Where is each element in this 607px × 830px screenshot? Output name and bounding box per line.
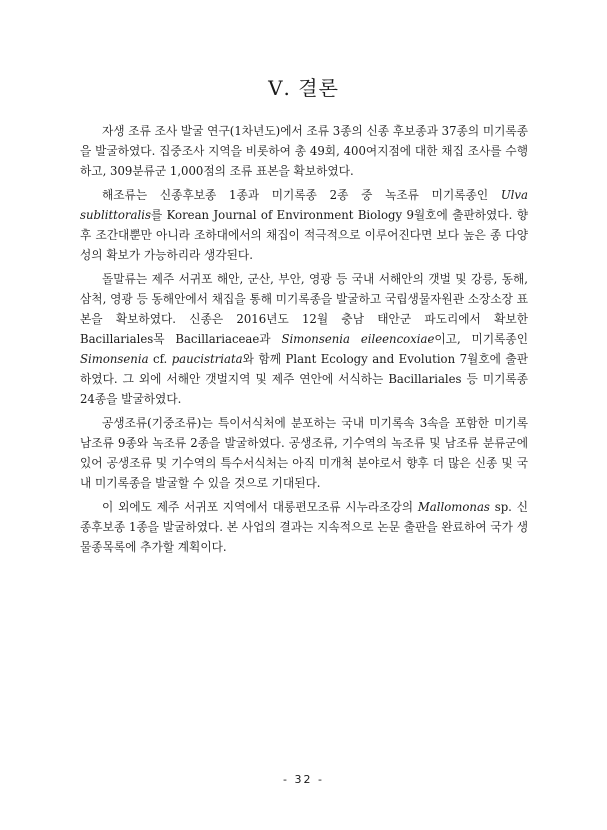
paragraph-text: 공생조류(기중조류)는 특이서식처에 분포하는 국내 미기록속 3속을 포함한 미기록 남조류 9종와 녹조류 2종을 발굴하였다. 공생조류, 기수역의 녹조류 및 남조류 분류군에 있어 공생조류 및 기수역의 특수서식처는 아직 미개척 분야로서 향후 더 많은 신종 및 국내 미기록종을 발굴할 수 있을 것으로 기대된다. [80,416,528,490]
paragraph-text: sp. 신종후보종 1종을 발굴하였다. 본 사업의 결과는 지속적으로 논문 출판을 완료하여 국가 생물종목록에 추가할 계획이다. [80,500,528,554]
paragraph-summary [80,121,528,181]
paragraph-text: 자생 조류 조사 발굴 연구(1차년도)에서 조류 3종의 신종 후보종과 37종의 미기록종을 발굴하였다. 집중조사 지역을 비롯하여 총 49회, 400여지점에 대한 채집 조사를 수행하고, 309분류군 1,000점의 조류 표본을 확보하였다. [80,124,529,178]
paragraph-text: 이 외에도 제주 서귀포 지역에서 대롱편모조류 시누라조강의 [102,500,418,514]
species-name: Mallomonas [417,500,490,514]
document-body [80,121,528,561]
paragraph-text: 이고, 미기록종인 [434,332,528,346]
species-name: Simonsenia [80,352,149,366]
paragraph-other [80,497,528,557]
species-name: paucistriata [171,352,243,366]
paragraph-text: 돌말류는 제주 서귀포 해안, 군산, 부안, 영광 등 국내 서해안의 갯벌 및 강릉, 동해, 삼척, 영광 등 동해안에서 채집을 통해 미기록종을 발굴하고 국립생물자원관 소장소장 표본을 확보하였다. 신종은 2016년도 12월 충남 태안군 파도리에서 확보한 Bacillariales목 Bacillariaceae과 [80,272,528,346]
species-name: Simonsenia eileencoxiae [281,332,435,346]
paragraph-text: 와 함께 Plant Ecology and Evolution 7월호에 출판하였다. 그 외에 서해안 갯벌지역 및 제주 연안에 서식하는 Bacillariales 등 미기록종 24종을 발굴하였다. [80,352,528,406]
paragraph-text: cf. [148,352,172,366]
paragraph-symbiotic-algae [80,413,528,493]
paragraph-seaweed [80,185,528,265]
paragraph-diatoms [80,269,528,409]
species-name: Ulva sublittoralis [80,188,528,222]
paragraph-text: 를 Korean Journal of Environment Biology 9월호에 출판하였다. 향후 조간대뿐만 아니라 조하대에서의 채집이 적극적으로 이루어진다면 보다 높은 종 다양성의 확보가 가능하리라 생각된다. [80,208,528,262]
page-number: - 32 - [283,773,324,786]
paragraph-text: 해조류는 신종후보종 1종과 미기록종 2종 중 녹조류 미기록종인 [102,188,501,202]
section-title: Ⅴ. 결론 [268,76,339,100]
